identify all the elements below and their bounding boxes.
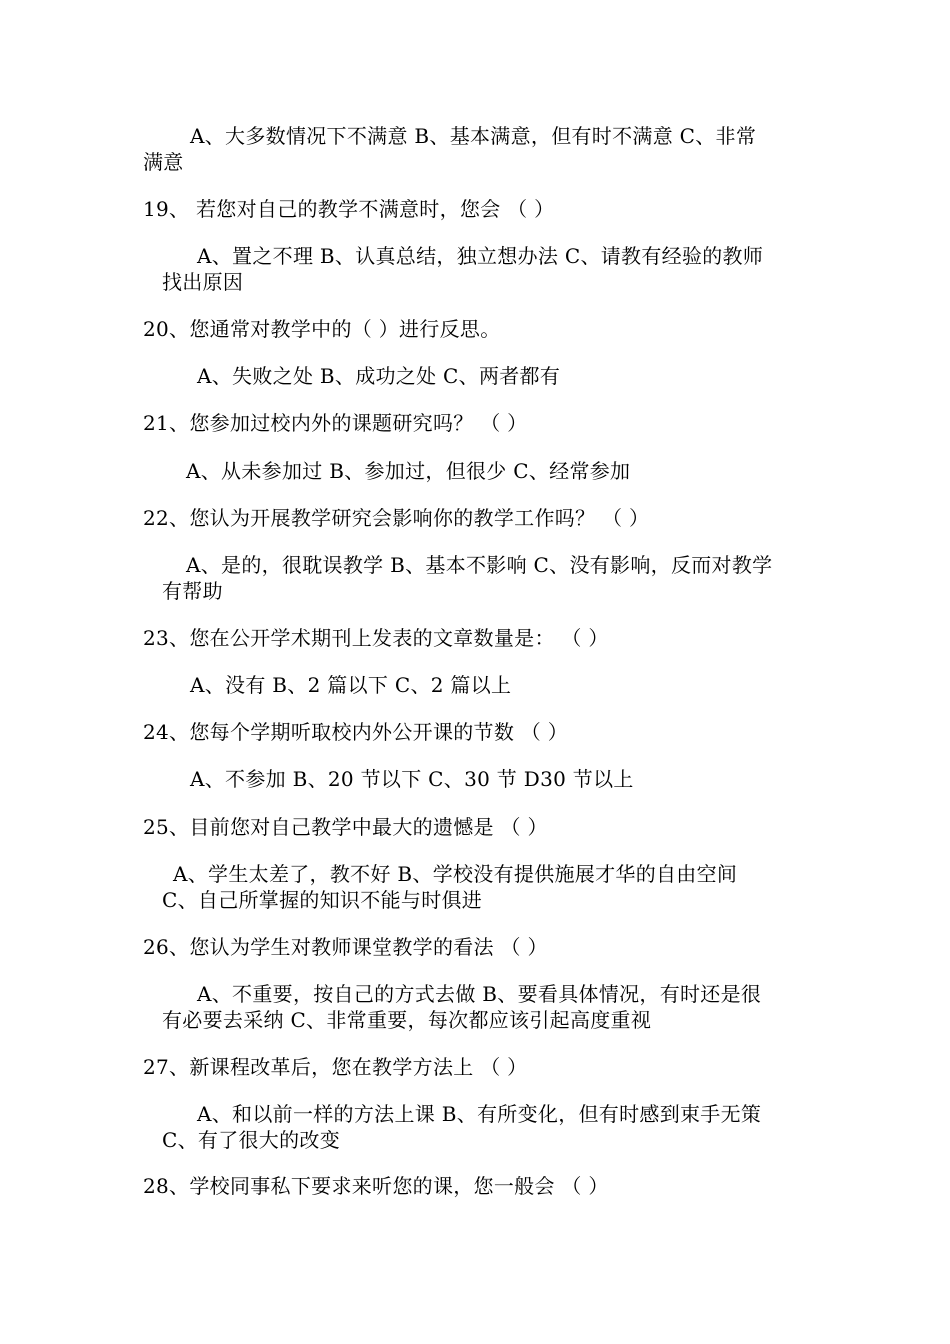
option-line: A、置之不理 B、认真总结，独立想办法 C、请教有经验的教师	[197, 244, 764, 268]
option-line: A、不参加 B、20 节以下 C、30 节 D30 节以上	[190, 767, 634, 791]
question-25: 25、目前您对自己教学中最大的遗憾是 （ ）	[143, 815, 548, 839]
option-line-continued: C、自己所掌握的知识不能与时俱进	[162, 888, 483, 912]
option-line-continued: 满意	[143, 150, 184, 174]
question-19: 19、 若您对自己的教学不满意时，您会 （ ）	[143, 197, 555, 221]
option-line: A、和以前一样的方法上课 B、有所变化，但有时感到束手无策	[197, 1102, 762, 1126]
option-line-continued: 有必要去采纳 C、非常重要，每次都应该引起高度重视	[162, 1008, 652, 1032]
question-24: 24、您每个学期听取校内外公开课的节数 （ ）	[143, 720, 569, 744]
option-line: A、从未参加过 B、参加过，但很少 C、经常参加	[186, 459, 631, 483]
option-line-continued: 找出原因	[162, 270, 244, 294]
question-28: 28、学校同事私下要求来听您的课，您一般会 （ ）	[143, 1174, 609, 1198]
option-line: A、失败之处 B、成功之处 C、两者都有	[197, 364, 561, 388]
question-27: 27、新课程改革后，您在教学方法上 （ ）	[143, 1055, 528, 1079]
question-26: 26、您认为学生对教师课堂教学的看法 （ ）	[143, 935, 548, 959]
option-line: A、大多数情况下不满意 B、基本满意，但有时不满意 C、非常	[190, 124, 757, 148]
question-20: 20、您通常对教学中的（ ）进行反思。	[143, 317, 501, 341]
option-line: A、没有 B、2 篇以下 C、2 篇以上	[190, 673, 512, 697]
option-line-continued: C、有了很大的改变	[162, 1128, 341, 1152]
question-22: 22、您认为开展教学研究会影响你的教学工作吗？ （ ）	[143, 506, 650, 530]
option-line: A、学生太差了，教不好 B、学校没有提供施展才华的自由空间	[173, 862, 738, 886]
option-line: A、是的，很耽误教学 B、基本不影响 C、没有影响，反而对教学	[186, 553, 773, 577]
question-21: 21、您参加过校内外的课题研究吗？ （ ）	[143, 411, 528, 435]
option-line: A、不重要，按自己的方式去做 B、要看具体情况，有时还是很	[197, 982, 762, 1006]
option-line-continued: 有帮助	[162, 579, 223, 603]
question-23: 23、您在公开学术期刊上发表的文章数量是： （ ）	[143, 626, 609, 650]
